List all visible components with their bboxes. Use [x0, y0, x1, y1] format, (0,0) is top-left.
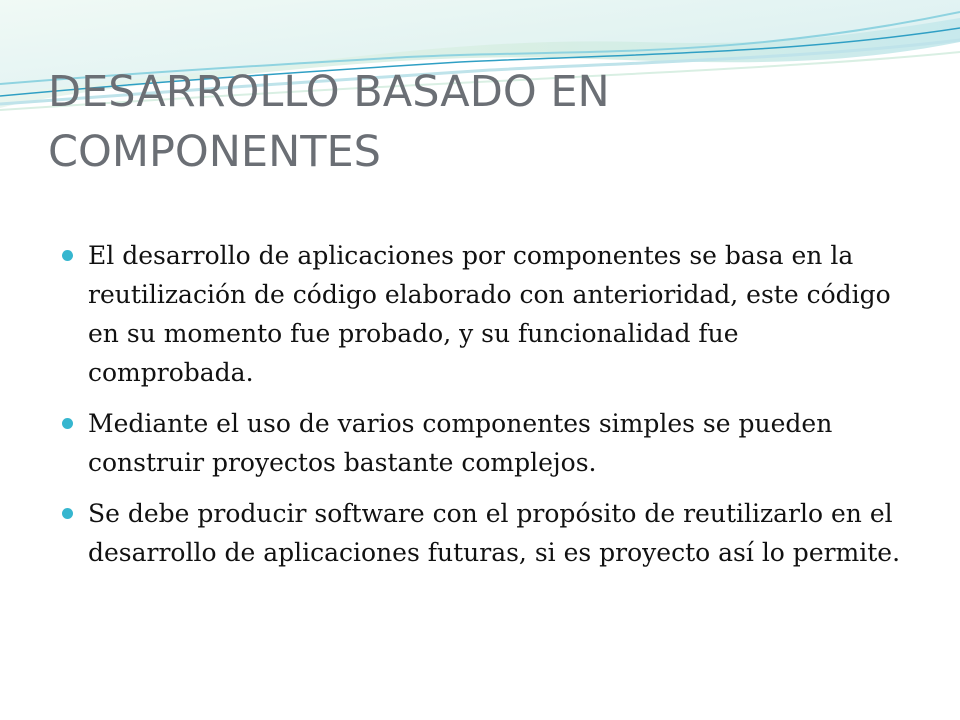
bullet-item	[50, 404, 910, 482]
slide-title: DESARROLLO BASADO EN COMPONENTES	[48, 67, 610, 177]
bullet-dot-icon	[62, 250, 73, 261]
bullet-item	[50, 236, 910, 392]
bullet-list	[50, 236, 910, 584]
bullet-text: El desarrollo de aplicaciones por componentes se basa en la reutilización de código elaborado con anterioridad, este código en su momento fue probado, y su funcionalidad fue comprobada.	[88, 241, 891, 387]
bullet-dot-icon	[62, 418, 73, 429]
bullet-item	[50, 494, 910, 572]
bullet-text: Mediante el uso de varios componentes simples se pueden construir proyectos bastante complejos.	[88, 409, 833, 477]
bullet-dot-icon	[62, 508, 73, 519]
bullet-text: Se debe producir software con el propósito de reutilizarlo en el desarrollo de aplicaciones futuras, si es proyecto así lo permite.	[88, 499, 901, 567]
